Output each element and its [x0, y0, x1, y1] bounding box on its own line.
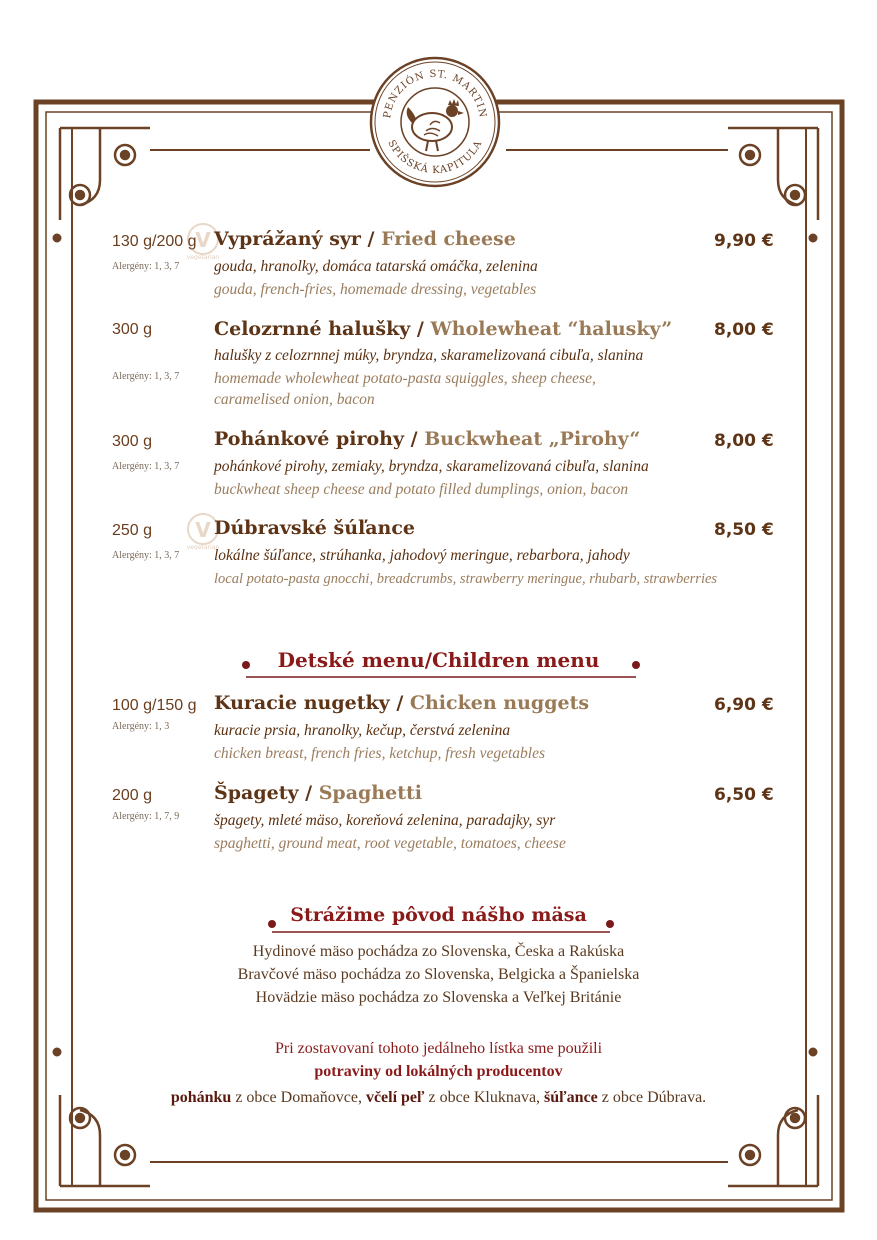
brand-logo — [368, 55, 502, 189]
producers-list: pohánku z obce Domaňovce, včelí peľ z obce Kluknava, šúľance z obce Dúbrava. — [170, 1089, 707, 1106]
origin-line-poultry: Hydinové mäso pochádza zo Slovenska, Česka a Rakúska — [252, 943, 625, 960]
item-title: Špagety / Spaghetti — [214, 782, 422, 804]
item-weight: 300 g — [112, 433, 153, 450]
item-title: Vyprážaný syr / Fried cheese — [214, 228, 516, 250]
item-desc-en: caramelised onion, bacon — [214, 391, 375, 408]
item-title: Celozrnné halušky / Wholewheat “halusky” — [214, 318, 673, 340]
item-allergens: Alergény: 1, 3, 7 — [112, 550, 180, 561]
corner-ornament-br — [728, 1095, 818, 1186]
item-weight: 200 g — [112, 787, 153, 804]
origin-line-beef: Hovädzie mäso pochádza zo Slovenska a Veľkej Británie — [255, 989, 622, 1006]
children-menu-heading: Detské menu/Children menu — [277, 648, 600, 672]
item-price: 6,90 € — [714, 695, 774, 715]
item-weight: 250 g — [112, 522, 153, 539]
logo-text-top: PENZIÓN ST. MARTIN — [382, 68, 489, 120]
item-price: 8,00 € — [714, 431, 774, 451]
veg-label: vegetarian — [186, 254, 220, 260]
item-weight: 300 g — [112, 321, 153, 338]
item-desc-sk: pohánkové pirohy, zemiaky, bryndza, skaramelizovaná cibuľa, slanina — [214, 458, 649, 475]
item-desc-sk: špagety, mleté mäso, koreňová zelenina, paradajky, syr — [214, 812, 556, 829]
item-allergens: Alergény: 1, 7, 9 — [112, 811, 180, 822]
item-allergens: Alergény: 1, 3, 7 — [112, 261, 180, 272]
corner-ornament-tl — [60, 128, 150, 220]
producers-intro: Pri zostavovaní tohoto jedálneho lístka sme použili — [274, 1040, 603, 1057]
svg-text:V: V — [195, 228, 211, 252]
item-title: Dúbravské šúľance — [214, 517, 416, 539]
origin-heading: Strážime pôvod nášho mäsa — [290, 904, 587, 926]
item-allergens: Alergény: 1, 3, 7 — [112, 371, 180, 382]
producers-subtitle: potraviny od lokálných producentov — [314, 1063, 563, 1080]
logo-text-bottom: SPIŠSKÁ KAPITULA — [385, 138, 485, 177]
corner-ornament-bl — [60, 1095, 150, 1186]
item-weight: 130 g/200 g — [112, 233, 197, 250]
item-allergens: Alergény: 1, 3 — [112, 721, 170, 732]
veg-label: vegetarian — [186, 544, 220, 550]
item-price: 8,00 € — [714, 320, 774, 340]
item-desc-en: local potato-pasta gnocchi, breadcrumbs, strawberry meringue, rhubarb, strawberries — [214, 571, 718, 587]
item-desc-en: homemade wholewheat potato-pasta squiggles, sheep cheese, — [214, 370, 596, 387]
item-price: 9,90 € — [714, 231, 774, 251]
origin-line-pork: Bravčové mäso pochádza zo Slovenska, Belgicka a Španielska — [237, 966, 640, 983]
item-title: Kuracie nugetky / Chicken nuggets — [214, 692, 590, 714]
item-desc-en: gouda, french-fries, homemade dressing, vegetables — [214, 281, 537, 298]
item-desc-sk: lokálne šúľance, strúhanka, jahodový meringue, rebarbora, jahody — [214, 547, 630, 564]
item-desc-en: spaghetti, ground meat, root vegetable, tomatoes, cheese — [214, 835, 566, 852]
item-price: 6,50 € — [714, 785, 774, 805]
corner-ornament-tr — [728, 128, 818, 220]
item-desc-en: buckwheat sheep cheese and potato filled dumplings, onion, bacon — [214, 481, 629, 498]
item-desc-en: chicken breast, french fries, ketchup, fresh vegetables — [214, 745, 545, 762]
item-allergens: Alergény: 1, 3, 7 — [112, 461, 180, 472]
item-title: Pohánkové pirohy / Buckwheat „Pirohy“ — [214, 428, 641, 450]
svg-text:V: V — [195, 518, 211, 542]
item-price: 8,50 € — [714, 520, 774, 540]
item-weight: 100 g/150 g — [112, 697, 197, 714]
item-desc-sk: gouda, hranolky, domáca tatarská omáčka, zelenina — [214, 258, 538, 275]
item-desc-sk: kuracie prsia, hranolky, kečup, čerstvá zelenina — [214, 722, 511, 739]
item-desc-sk: halušky z celozrnnej múky, bryndza, skaramelizovaná cibuľa, slanina — [214, 347, 644, 364]
